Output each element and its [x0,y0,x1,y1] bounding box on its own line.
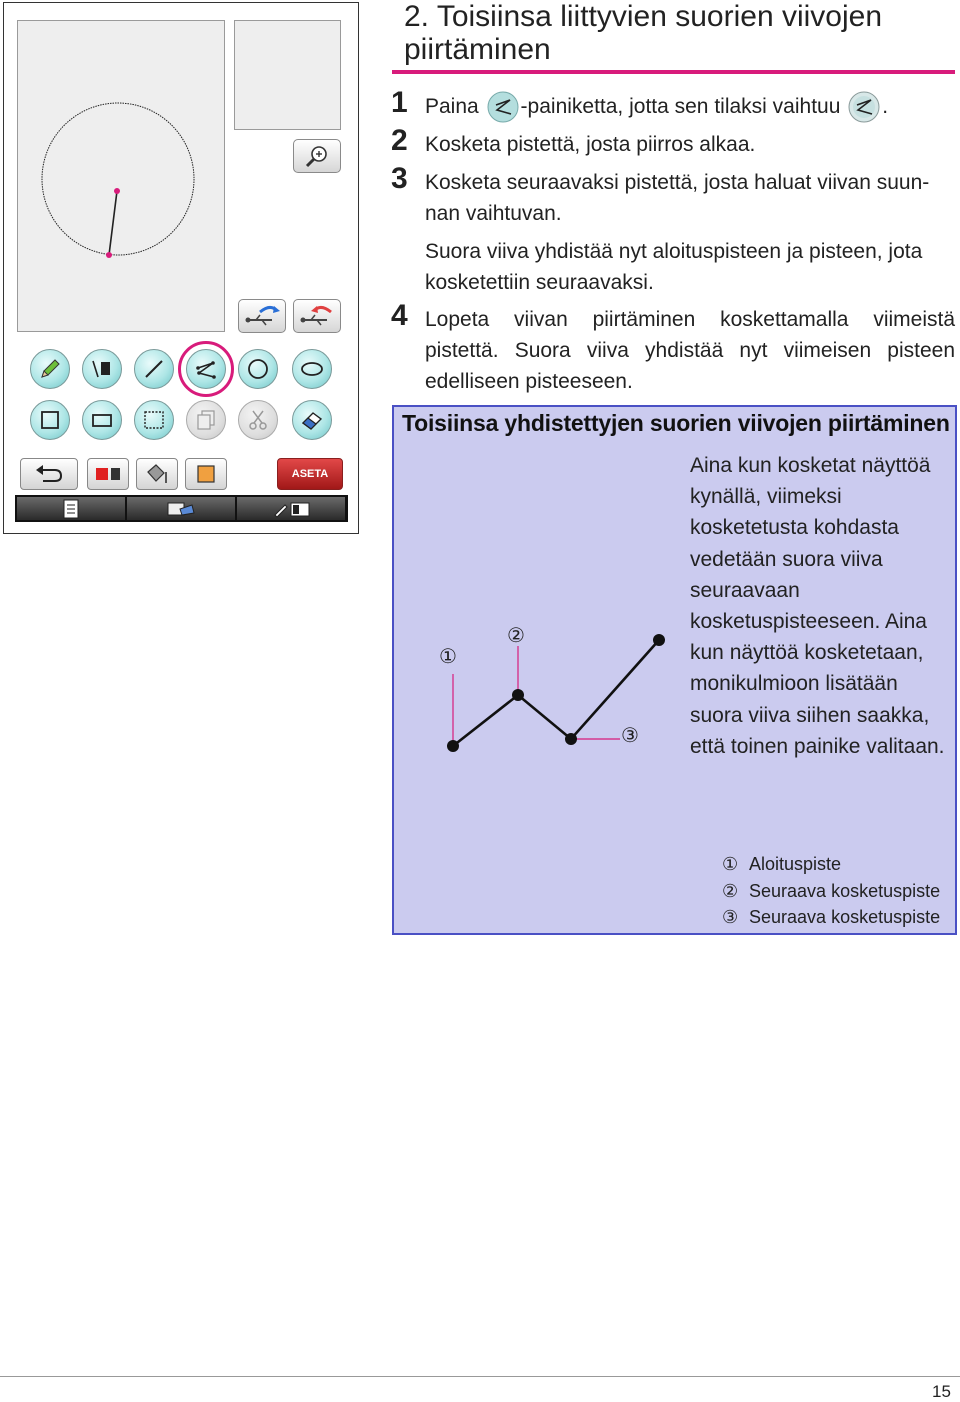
machine-icon [269,499,313,519]
step-number: 4 [391,299,408,332]
legend-item [722,881,940,902]
end-dot [106,252,112,258]
step-3-text: Kosketa seuraavaksi pistettä, josta haluat viivan suun- nan vaihtuvan. [425,171,930,225]
circle-tool-button[interactable] [238,349,278,389]
square-tool-button[interactable] [30,400,70,440]
usb-import-icon [242,302,282,330]
pencil-icon [37,356,63,382]
fill-button[interactable] [136,458,178,490]
legend-item [722,907,940,928]
step-1-text-before: Paina [425,95,485,118]
rectangle-icon [89,407,115,433]
ellipse-icon [299,356,325,382]
tab-scanner[interactable] [127,497,235,520]
usb-export-button[interactable] [293,299,341,333]
zoom-button[interactable] [293,139,341,173]
background-color-icon [193,463,219,485]
tab-document[interactable] [17,497,125,520]
info-box-title: Toisiinsa yhdistettyjen suorien viivojen piirtäminen [402,410,950,436]
canvas-drawing [18,21,226,333]
step-2-text: Kosketa pistettä, josta piirros alkaa. [425,133,756,156]
scanner-icon [164,499,198,519]
freehand-line-icon [89,356,115,382]
callout-2: ② [507,623,525,647]
rectangle-tool-button[interactable] [82,400,122,440]
step-4-text: Lopeta viivan piirtäminen koskettamalla viimeistä pistettä. Suora viiva yhdistää nyt viimeisen pisteen edelliseen pisteeseen. [425,308,955,393]
color-icon [93,464,123,484]
point-start [447,740,459,752]
drawing-canvas[interactable] [17,20,225,332]
footer-rule [0,1376,960,1377]
legend-marker: ② [722,881,739,901]
set-button[interactable]: ASETA [277,458,343,490]
background-color-button[interactable] [185,458,227,490]
step-number: 3 [391,162,408,195]
document-icon [61,499,81,519]
start-dot [114,188,120,194]
fill-bucket-icon [142,462,172,486]
ellipse-tool-button[interactable] [292,349,332,389]
legend-item [722,854,841,875]
step-1-text [425,91,955,123]
preview-pane [234,20,341,130]
undo-icon [33,463,65,485]
legend-label: Aloituspiste [749,854,842,874]
legend-label: Seuraava kosketuspiste [749,881,941,901]
legend-label: Seuraava kosketuspiste [749,907,941,927]
line-color-button[interactable] [87,458,129,490]
step-1-text-after: -painiketta, jotta sen tilaksi vaihtuu [520,95,847,118]
callout-1: ① [439,644,457,668]
bottom-tab-bar [15,495,348,522]
straight-line-icon [141,356,167,382]
selection-tool-button[interactable] [134,400,174,440]
selection-icon [141,407,167,433]
point-end [653,634,665,646]
tab-machine[interactable] [237,497,345,520]
polyline-button-icon [487,91,519,123]
eraser-icon [299,407,325,433]
straight-line-tool-button[interactable] [134,349,174,389]
polyline-icon [193,356,219,382]
callout-3: ③ [621,723,639,747]
drawn-circle [42,103,194,255]
eraser-tool-button[interactable] [292,400,332,440]
info-description: Aina kun kosketat näyttöä kynällä, viimeksi kosketetusta kohdasta vedetään suora viiva seuraavaan kosketuspisteeseen. Aina kun näyttöä kosketetaan, monikulmioon lisätään suora viiva siihen saakka, että toinen painike valitaan. [690,454,945,758]
step-3-note: Suora viiva yhdistää nyt aloituspisteen ja pisteen, jota kosketettiin seuraavaksi. [425,240,923,294]
polyline-button-selected-icon [848,91,880,123]
pencil-tool-button[interactable] [30,349,70,389]
page-title: 2. Toisiinsa liittyvien suorien viivojen piirtäminen [404,0,883,66]
copy-icon [193,407,219,433]
usb-import-button[interactable] [238,299,286,333]
usb-export-icon [297,302,337,330]
circle-icon [245,356,271,382]
copy-tool-button[interactable] [186,400,226,440]
polyline-diagram [420,600,680,770]
polyline-tool-button[interactable] [186,349,226,389]
page-number: 15 [932,1382,951,1401]
point-2 [512,689,524,701]
step-number: 2 [391,124,408,157]
cut-tool-button[interactable] [238,400,278,440]
step-number: 1 [391,86,408,119]
freehand-line-tool-button[interactable] [82,349,122,389]
legend-marker: ① [722,854,739,874]
drawn-line [109,191,117,255]
undo-button[interactable] [20,458,78,490]
title-underline [392,70,955,74]
step-1-text-end: . [882,95,889,118]
point-3 [565,733,577,745]
legend-marker: ③ [722,907,739,927]
scissors-icon [245,407,271,433]
square-icon [37,407,63,433]
zoom-in-icon [303,143,331,169]
